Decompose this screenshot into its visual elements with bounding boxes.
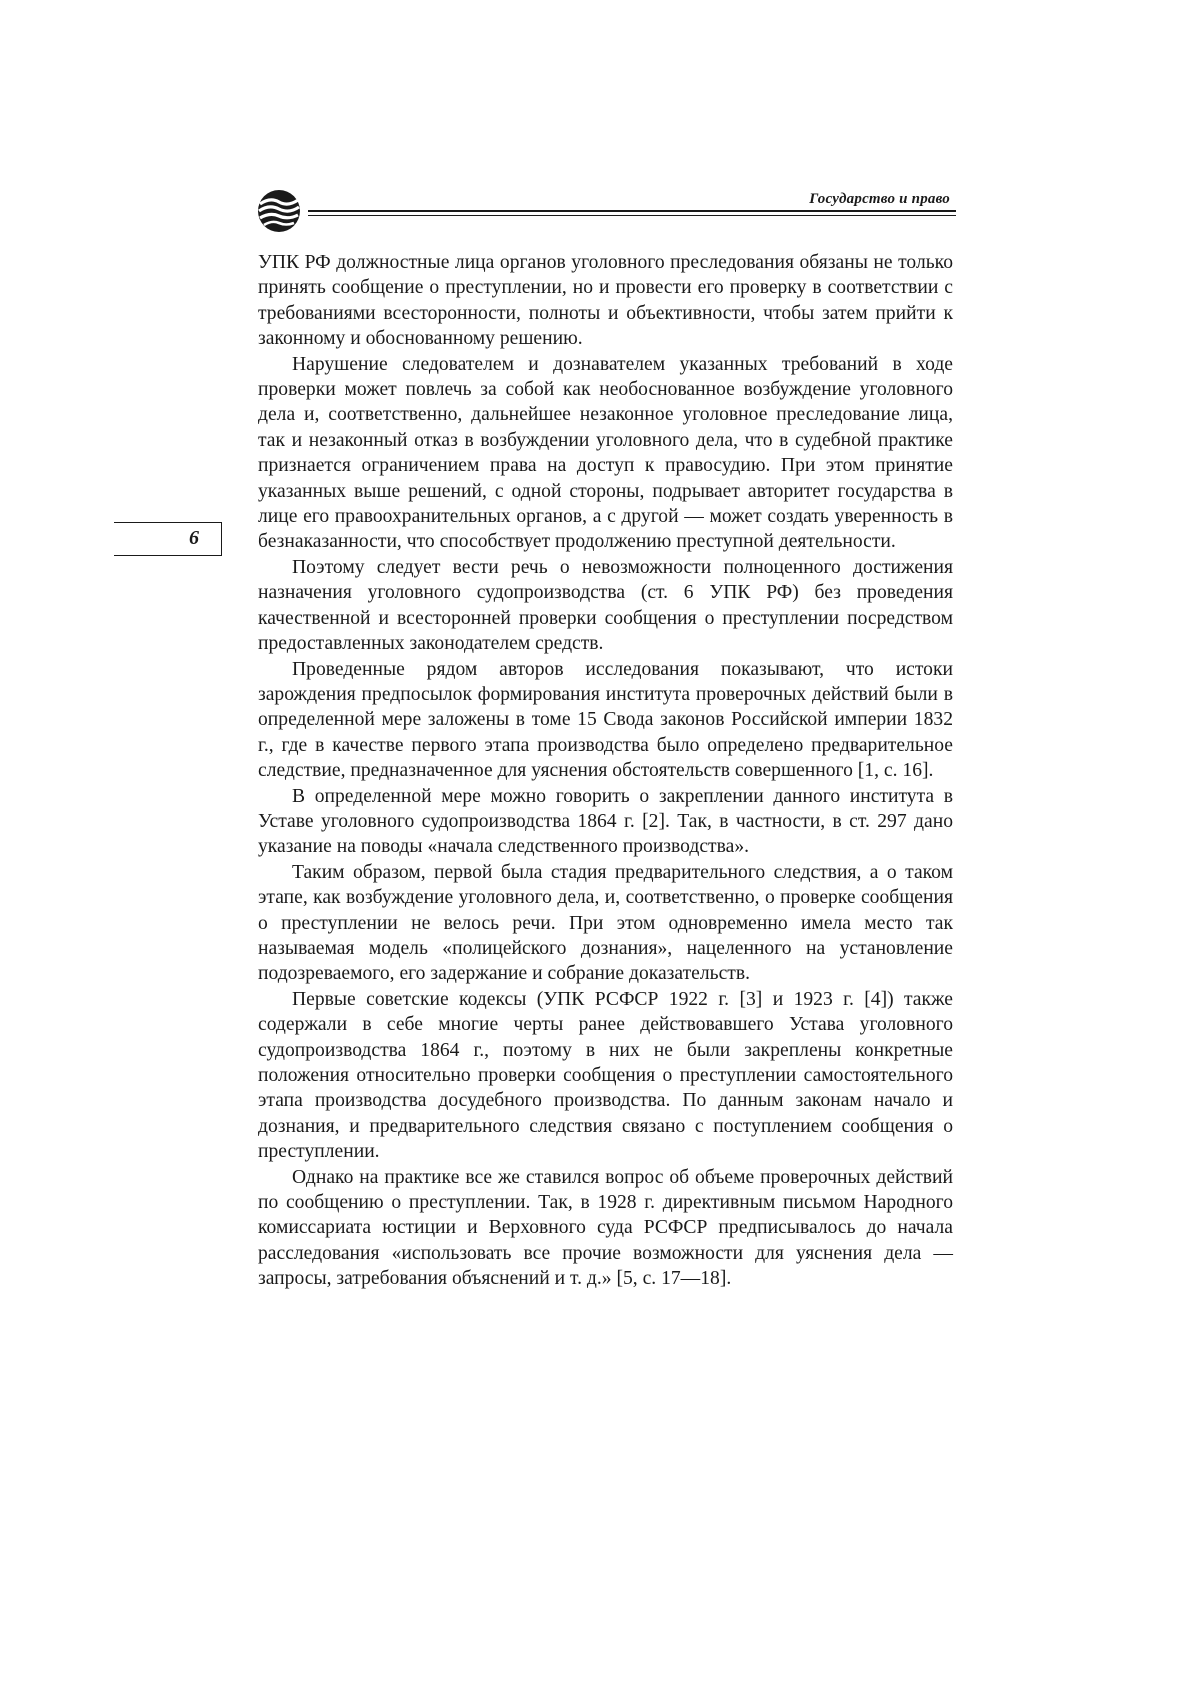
paragraph: УПК РФ должностные лица органов уголовного преследования обязаны не только принять сообщение о преступлении, но и провести его проверку в соответствии с требованиями всесторонности, полноты и объективности, чтобы затем прийти к законному и обоснованному решению. [258,252,953,350]
journal-title: Государство и право [809,191,950,207]
paragraph: Первые советские кодексы (УПК РСФСР 1922 г. [3] и 1923 г. [4]) также содержали в себе многие черты ранее действовавшего Устава уголовного судопроизводства 1864 г., поэтому в них не были закреплены конкретные положения относительно проверки сообщения о преступлении самостоятельного этапа производства досудебного производства. По данным законам начало и дознания, и предварительного следствия связано с поступлением сообщения о преступлении. [258,988,953,1163]
page-number-box [114,522,222,556]
paragraph: В определенной мере можно говорить о закреплении данного института в Уставе уголовного судопроизводства 1864 г. [2]. Так, в частности, в ст. 297 дано указание на поводы «начала следственного производства». [258,785,953,858]
paragraph: Однако на практике все же ставился вопрос об объеме проверочных действий по сообщению о преступлении. Так, в 1928 г. директивным письмом Народного комиссариата юстиции и Верховного суда РСФСР предписывалось до начала расследования «использовать все прочие возможности для уяснения дела — запросы, затребования объяснений и т. д.» [5, с. 17—18]. [258,1166,953,1290]
page-number: 6 [189,527,199,549]
journal-wave-logo-icon [256,188,302,234]
paragraph: Нарушение следователем и дознавателем указанных требований в ходе проверки может повлечь за собой как необоснованное возбуждение уголовного дела и, соответственно, дальнейшее незаконное уголовное преследование лица, так и незаконный отказ в возбуждении уголовного дела, что в судебной практике признается ограничением права на доступ к правосудию. При этом принятие указанных выше решений, с одной стороны, подрывает авторитет государства в лице его правоохранительных органов, а с другой — может создать уверенность в безнаказанности, что способствует продолжению преступной деятельности. [258,353,953,553]
header-rule-thick [308,210,956,212]
header-rule-thin [308,215,956,216]
body-text [258,250,953,1292]
running-header [256,188,956,238]
paragraph: Поэтому следует вести речь о невозможности полноценного достижения назначения уголовного судопроизводства (ст. 6 УПК РФ) без проведения качественной и всесторонней проверки сообщения о преступлении посредством предоставленных законодателем средств. [258,556,953,655]
paragraph: Проведенные рядом авторов исследования показывают, что истоки зарождения предпосылок формирования института проверочных действий были в определенной мере заложены в томе 15 Свода законов Российской империи 1832 г., где в качестве первого этапа производства было определено предварительное следствие, предназначенное для уяснения обстоятельств совершенного [1, с. 16]. [258,658,953,782]
paragraph: Таким образом, первой была стадия предварительного следствия, а о таком этапе, как возбуждение уголовного дела, и, соответственно, о проверке сообщения о преступлении не велось речи. При этом одновременно имела место так называемая модель «полицейского дознания», нацеленного на установление подозреваемого, его задержание и собрание доказательств. [258,861,953,985]
